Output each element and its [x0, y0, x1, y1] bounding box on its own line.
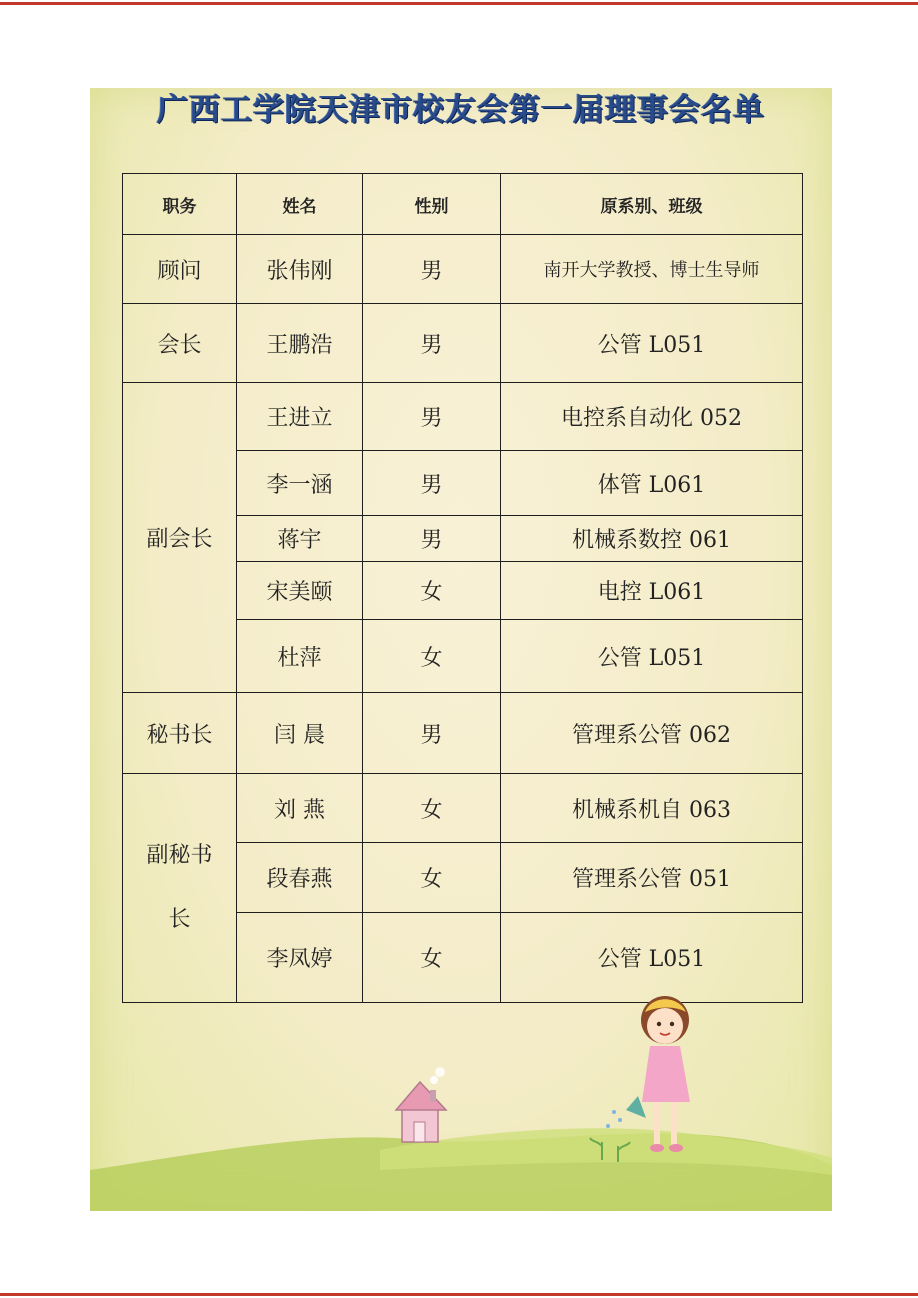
department-cell: 机械系机自 063 — [501, 774, 803, 843]
gender-cell: 男 — [363, 451, 501, 516]
gender-cell: 女 — [363, 843, 501, 913]
name-cell: 李凤婷 — [237, 913, 363, 1003]
department-cell: 公管 L051 — [501, 304, 803, 383]
table-row — [123, 304, 803, 383]
table-row — [123, 693, 803, 774]
page-title: 广西工学院天津市校友会第一届理事会名单 — [157, 92, 765, 128]
gender-cell: 女 — [363, 620, 501, 693]
gender-cell: 女 — [363, 562, 501, 620]
role-cell: 顾问 — [123, 235, 237, 304]
gender-cell: 男 — [363, 304, 501, 383]
gender-cell: 男 — [363, 383, 501, 451]
name-cell: 闫 晨 — [237, 693, 363, 774]
table-header-row — [123, 174, 803, 235]
top-red-rule — [0, 2, 918, 5]
role-cell: 会长 — [123, 304, 237, 383]
department-cell: 电控系自动化 052 — [501, 383, 803, 451]
header-department-class: 原系别、班级 — [501, 174, 803, 235]
department-cell: 电控 L061 — [501, 562, 803, 620]
header-gender: 性别 — [363, 174, 501, 235]
name-cell: 杜萍 — [237, 620, 363, 693]
header-role: 职务 — [123, 174, 237, 235]
department-cell: 管理系公管 051 — [501, 843, 803, 913]
table-row — [123, 383, 803, 451]
name-cell: 王进立 — [237, 383, 363, 451]
name-cell: 张伟刚 — [237, 235, 363, 304]
name-cell: 段春燕 — [237, 843, 363, 913]
gender-cell: 女 — [363, 774, 501, 843]
bottom-red-rule — [0, 1293, 918, 1296]
name-cell: 王鹏浩 — [237, 304, 363, 383]
department-cell: 南开大学教授、博士生导师 — [501, 235, 803, 304]
department-cell: 机械系数控 061 — [501, 516, 803, 562]
department-cell: 公管 L051 — [501, 913, 803, 1003]
table-row — [123, 235, 803, 304]
gender-cell: 男 — [363, 235, 501, 304]
name-cell: 李一涵 — [237, 451, 363, 516]
header-name: 姓名 — [237, 174, 363, 235]
gender-cell: 男 — [363, 693, 501, 774]
department-cell: 体管 L061 — [501, 451, 803, 516]
gender-cell: 男 — [363, 516, 501, 562]
role-cell: 秘书长 — [123, 693, 237, 774]
gender-cell: 女 — [363, 913, 501, 1003]
name-cell: 蒋宇 — [237, 516, 363, 562]
role-cell — [123, 774, 237, 1003]
role-text: 副秘书长 — [146, 843, 213, 932]
table-row — [123, 774, 803, 843]
name-cell: 刘 燕 — [237, 774, 363, 843]
department-cell: 公管 L051 — [501, 620, 803, 693]
name-cell: 宋美颐 — [237, 562, 363, 620]
role-cell: 副会长 — [123, 383, 237, 693]
council-roster-table — [122, 173, 803, 1003]
department-cell: 管理系公管 062 — [501, 693, 803, 774]
